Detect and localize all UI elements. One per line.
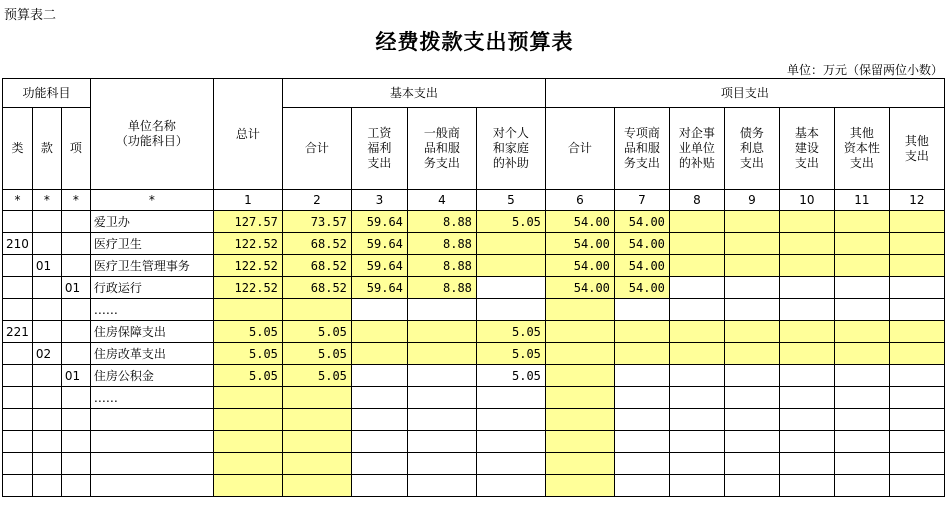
table-cell bbox=[834, 299, 889, 321]
table-cell bbox=[407, 299, 476, 321]
table-cell bbox=[669, 211, 724, 233]
table-cell bbox=[779, 409, 834, 431]
table-cell bbox=[3, 387, 33, 409]
table-cell bbox=[61, 431, 90, 453]
table-row bbox=[3, 299, 945, 321]
table-cell bbox=[351, 365, 407, 387]
table-cell: 59.64 bbox=[351, 233, 407, 255]
table-cell: 54.00 bbox=[614, 277, 669, 299]
column-index-cell: * bbox=[32, 190, 61, 211]
column-index-cell: * bbox=[3, 190, 33, 211]
table-cell bbox=[724, 387, 779, 409]
table-cell bbox=[779, 277, 834, 299]
table-cell bbox=[545, 431, 614, 453]
table-cell: 5.05 bbox=[213, 365, 282, 387]
table-cell bbox=[476, 299, 545, 321]
table-cell: 68.52 bbox=[282, 255, 351, 277]
table-cell bbox=[545, 299, 614, 321]
table-cell bbox=[724, 299, 779, 321]
basic-col-header: 合计 bbox=[282, 108, 351, 190]
table-cell: 5.05 bbox=[476, 211, 545, 233]
table-cell bbox=[3, 343, 33, 365]
table-row bbox=[3, 431, 945, 453]
table-cell: 01 bbox=[61, 277, 90, 299]
column-index-cell: 7 bbox=[614, 190, 669, 211]
column-index-cell: 12 bbox=[889, 190, 944, 211]
table-row bbox=[3, 321, 945, 343]
table-cell bbox=[889, 255, 944, 277]
column-index-cell: 1 bbox=[213, 190, 282, 211]
table-cell bbox=[61, 255, 90, 277]
table-cell bbox=[61, 409, 90, 431]
table-cell: 5.05 bbox=[213, 321, 282, 343]
table-cell bbox=[213, 299, 282, 321]
table-cell bbox=[282, 299, 351, 321]
table-cell bbox=[351, 431, 407, 453]
table-cell bbox=[32, 453, 61, 475]
table-cell bbox=[3, 255, 33, 277]
unit-name-cell: 住房保障支出 bbox=[90, 321, 213, 343]
total-header: 总计 bbox=[213, 79, 282, 190]
table-cell bbox=[779, 299, 834, 321]
table-row bbox=[3, 277, 945, 299]
table-cell bbox=[889, 365, 944, 387]
unit-name-cell: …… bbox=[90, 299, 213, 321]
table-cell bbox=[889, 211, 944, 233]
basic-col-header: 一般商 品和服 务支出 bbox=[407, 108, 476, 190]
table-cell bbox=[545, 321, 614, 343]
table-cell bbox=[834, 211, 889, 233]
xiang-header: 项 bbox=[61, 108, 90, 190]
table-cell: 8.88 bbox=[407, 211, 476, 233]
table-cell bbox=[213, 453, 282, 475]
table-cell bbox=[476, 387, 545, 409]
table-cell bbox=[614, 365, 669, 387]
table-cell bbox=[213, 431, 282, 453]
basic-col-header: 对个人 和家庭 的补助 bbox=[476, 108, 545, 190]
project-expense-header: 项目支出 bbox=[545, 79, 944, 108]
table-cell bbox=[32, 387, 61, 409]
table-cell: 5.05 bbox=[282, 321, 351, 343]
table-cell: 5.05 bbox=[476, 343, 545, 365]
table-cell bbox=[889, 233, 944, 255]
table-cell bbox=[32, 299, 61, 321]
table-cell bbox=[545, 365, 614, 387]
basic-col-header: 工资 福利 支出 bbox=[351, 108, 407, 190]
table-cell bbox=[889, 387, 944, 409]
table-cell bbox=[724, 233, 779, 255]
table-cell bbox=[779, 453, 834, 475]
unit-name-cell bbox=[90, 409, 213, 431]
table-cell: 5.05 bbox=[213, 343, 282, 365]
table-cell bbox=[834, 233, 889, 255]
table-cell bbox=[476, 277, 545, 299]
table-cell bbox=[32, 233, 61, 255]
table-cell: 54.00 bbox=[614, 233, 669, 255]
table-cell bbox=[61, 453, 90, 475]
project-col-header: 其他 支出 bbox=[889, 108, 944, 190]
table-cell: 54.00 bbox=[614, 255, 669, 277]
unit-name-cell: 住房改革支出 bbox=[90, 343, 213, 365]
table-cell: 210 bbox=[3, 233, 33, 255]
table-cell bbox=[32, 365, 61, 387]
kuan-header: 款 bbox=[32, 108, 61, 190]
table-cell bbox=[724, 321, 779, 343]
table-cell bbox=[282, 409, 351, 431]
table-cell bbox=[213, 409, 282, 431]
table-cell bbox=[476, 453, 545, 475]
table-cell: 8.88 bbox=[407, 277, 476, 299]
column-index-cell: 5 bbox=[476, 190, 545, 211]
table-cell bbox=[351, 387, 407, 409]
table-cell bbox=[834, 431, 889, 453]
unit-name-header: 单位名称 （功能科目） bbox=[90, 79, 213, 190]
column-index-cell: 4 bbox=[407, 190, 476, 211]
table-row bbox=[3, 211, 945, 233]
table-cell: 02 bbox=[32, 343, 61, 365]
budget-table bbox=[2, 78, 945, 497]
table-cell bbox=[889, 409, 944, 431]
table-cell bbox=[32, 211, 61, 233]
project-col-header: 对企事 业单位 的补贴 bbox=[669, 108, 724, 190]
table-cell bbox=[779, 321, 834, 343]
table-cell: 59.64 bbox=[351, 255, 407, 277]
table-cell bbox=[834, 365, 889, 387]
table-cell bbox=[669, 277, 724, 299]
table-cell: 59.64 bbox=[351, 211, 407, 233]
table-cell bbox=[351, 343, 407, 365]
project-col-header: 专项商 品和服 务支出 bbox=[614, 108, 669, 190]
table-cell bbox=[545, 409, 614, 431]
table-cell bbox=[724, 475, 779, 497]
table-cell: 01 bbox=[61, 365, 90, 387]
table-cell bbox=[61, 211, 90, 233]
table-cell bbox=[3, 409, 33, 431]
table-cell bbox=[669, 343, 724, 365]
table-cell: 73.57 bbox=[282, 211, 351, 233]
table-row bbox=[3, 255, 945, 277]
column-index-cell: * bbox=[90, 190, 213, 211]
column-index-cell: 8 bbox=[669, 190, 724, 211]
table-cell bbox=[614, 387, 669, 409]
table-cell bbox=[351, 409, 407, 431]
table-cell bbox=[779, 343, 834, 365]
table-cell bbox=[32, 321, 61, 343]
table-cell: 122.52 bbox=[213, 233, 282, 255]
column-index-cell: 10 bbox=[779, 190, 834, 211]
table-cell: 8.88 bbox=[407, 255, 476, 277]
unit-name-cell bbox=[90, 453, 213, 475]
table-cell bbox=[213, 387, 282, 409]
project-col-header: 基本 建设 支出 bbox=[779, 108, 834, 190]
table-cell bbox=[61, 321, 90, 343]
table-cell bbox=[61, 233, 90, 255]
table-cell: 68.52 bbox=[282, 233, 351, 255]
table-cell bbox=[889, 277, 944, 299]
table-cell bbox=[476, 475, 545, 497]
table-cell: 5.05 bbox=[282, 343, 351, 365]
table-cell bbox=[834, 475, 889, 497]
table-cell bbox=[669, 321, 724, 343]
table-cell bbox=[545, 453, 614, 475]
table-cell bbox=[351, 299, 407, 321]
table-cell bbox=[889, 475, 944, 497]
table-cell bbox=[476, 255, 545, 277]
table-cell bbox=[724, 365, 779, 387]
column-index-cell: 6 bbox=[545, 190, 614, 211]
page-title: 经费拨款支出预算表 bbox=[375, 29, 574, 54]
table-cell bbox=[407, 343, 476, 365]
table-cell bbox=[614, 453, 669, 475]
table-cell: 59.64 bbox=[351, 277, 407, 299]
unit-note: 单位：万元（保留两位小数） bbox=[786, 63, 943, 77]
table-cell bbox=[889, 343, 944, 365]
table-cell bbox=[32, 409, 61, 431]
table-cell bbox=[407, 365, 476, 387]
table-cell bbox=[614, 299, 669, 321]
table-cell bbox=[476, 409, 545, 431]
table-cell: 122.52 bbox=[213, 277, 282, 299]
project-col-header: 债务 利息 支出 bbox=[724, 108, 779, 190]
table-cell bbox=[407, 453, 476, 475]
unit-name-cell: 爱卫办 bbox=[90, 211, 213, 233]
table-cell bbox=[834, 255, 889, 277]
table-cell bbox=[669, 365, 724, 387]
project-col-header: 合计 bbox=[545, 108, 614, 190]
table-cell bbox=[889, 453, 944, 475]
table-cell bbox=[834, 409, 889, 431]
table-cell bbox=[889, 431, 944, 453]
table-cell bbox=[3, 365, 33, 387]
table-cell bbox=[779, 211, 834, 233]
table-cell bbox=[669, 299, 724, 321]
table-cell: 54.00 bbox=[545, 255, 614, 277]
table-row bbox=[3, 233, 945, 255]
table-cell bbox=[3, 453, 33, 475]
table-cell bbox=[779, 431, 834, 453]
column-index-cell: 11 bbox=[834, 190, 889, 211]
table-cell bbox=[724, 211, 779, 233]
table-cell bbox=[669, 431, 724, 453]
func-subject-header: 功能科目 bbox=[3, 79, 91, 108]
table-cell bbox=[32, 431, 61, 453]
table-cell bbox=[779, 233, 834, 255]
table-cell bbox=[889, 321, 944, 343]
table-cell bbox=[282, 431, 351, 453]
unit-name-cell: 医疗卫生管理事务 bbox=[90, 255, 213, 277]
table-cell bbox=[834, 387, 889, 409]
table-cell bbox=[61, 343, 90, 365]
table-cell bbox=[779, 475, 834, 497]
table-cell: 8.88 bbox=[407, 233, 476, 255]
unit-name-cell: 行政运行 bbox=[90, 277, 213, 299]
table-cell bbox=[889, 299, 944, 321]
corner-label: 预算表二 bbox=[4, 8, 57, 23]
unit-name-cell bbox=[90, 475, 213, 497]
table-cell bbox=[32, 277, 61, 299]
column-index-cell: * bbox=[61, 190, 90, 211]
column-index-row bbox=[3, 190, 945, 211]
table-cell: 221 bbox=[3, 321, 33, 343]
table-cell bbox=[669, 475, 724, 497]
table-cell bbox=[779, 365, 834, 387]
table-cell bbox=[779, 387, 834, 409]
column-index-cell: 3 bbox=[351, 190, 407, 211]
table-cell bbox=[3, 299, 33, 321]
table-cell bbox=[614, 409, 669, 431]
table-row bbox=[3, 453, 945, 475]
table-cell bbox=[669, 255, 724, 277]
table-cell bbox=[724, 431, 779, 453]
table-cell bbox=[3, 211, 33, 233]
table-cell: 54.00 bbox=[545, 233, 614, 255]
table-cell: 54.00 bbox=[545, 277, 614, 299]
table-row bbox=[3, 475, 945, 497]
table-cell bbox=[282, 475, 351, 497]
table-row bbox=[3, 409, 945, 431]
table-cell: 127.57 bbox=[213, 211, 282, 233]
table-cell bbox=[407, 475, 476, 497]
table-cell bbox=[669, 409, 724, 431]
table-cell: 5.05 bbox=[476, 321, 545, 343]
table-cell bbox=[834, 343, 889, 365]
table-cell bbox=[213, 475, 282, 497]
table-cell bbox=[407, 431, 476, 453]
table-cell bbox=[834, 453, 889, 475]
table-cell bbox=[779, 255, 834, 277]
unit-name-cell: 医疗卫生 bbox=[90, 233, 213, 255]
table-cell bbox=[669, 453, 724, 475]
table-cell bbox=[724, 343, 779, 365]
table-cell bbox=[351, 453, 407, 475]
table-cell bbox=[61, 387, 90, 409]
table-cell bbox=[3, 475, 33, 497]
table-cell: 68.52 bbox=[282, 277, 351, 299]
table-cell bbox=[351, 475, 407, 497]
table-cell bbox=[407, 409, 476, 431]
table-cell bbox=[407, 387, 476, 409]
table-cell bbox=[351, 321, 407, 343]
lei-header: 类 bbox=[3, 108, 33, 190]
basic-expense-header: 基本支出 bbox=[282, 79, 545, 108]
table-cell: 01 bbox=[32, 255, 61, 277]
table-cell bbox=[282, 453, 351, 475]
table-cell: 5.05 bbox=[282, 365, 351, 387]
table-cell bbox=[724, 277, 779, 299]
table-cell bbox=[3, 277, 33, 299]
column-index-cell: 9 bbox=[724, 190, 779, 211]
table-cell bbox=[61, 475, 90, 497]
table-cell bbox=[61, 299, 90, 321]
table-cell bbox=[669, 387, 724, 409]
table-cell bbox=[545, 343, 614, 365]
table-cell bbox=[3, 431, 33, 453]
table-cell bbox=[614, 475, 669, 497]
table-row bbox=[3, 387, 945, 409]
table-cell bbox=[834, 277, 889, 299]
project-col-header: 其他 资本性 支出 bbox=[834, 108, 889, 190]
table-cell bbox=[724, 453, 779, 475]
table-cell bbox=[614, 343, 669, 365]
table-cell bbox=[545, 387, 614, 409]
table-cell bbox=[476, 431, 545, 453]
table-row bbox=[3, 365, 945, 387]
unit-name-cell bbox=[90, 431, 213, 453]
unit-name-cell: 住房公积金 bbox=[90, 365, 213, 387]
table-cell bbox=[724, 255, 779, 277]
table-cell: 5.05 bbox=[476, 365, 545, 387]
table-cell: 54.00 bbox=[614, 211, 669, 233]
table-cell bbox=[614, 321, 669, 343]
table-row bbox=[3, 343, 945, 365]
table-cell bbox=[614, 431, 669, 453]
table-cell bbox=[282, 387, 351, 409]
table-cell bbox=[407, 321, 476, 343]
table-cell: 122.52 bbox=[213, 255, 282, 277]
table-cell bbox=[32, 475, 61, 497]
table-cell bbox=[724, 409, 779, 431]
table-cell bbox=[545, 475, 614, 497]
table-cell bbox=[476, 233, 545, 255]
table-cell: 54.00 bbox=[545, 211, 614, 233]
table-cell bbox=[834, 321, 889, 343]
unit-name-cell: …… bbox=[90, 387, 213, 409]
table-cell bbox=[669, 233, 724, 255]
column-index-cell: 2 bbox=[282, 190, 351, 211]
